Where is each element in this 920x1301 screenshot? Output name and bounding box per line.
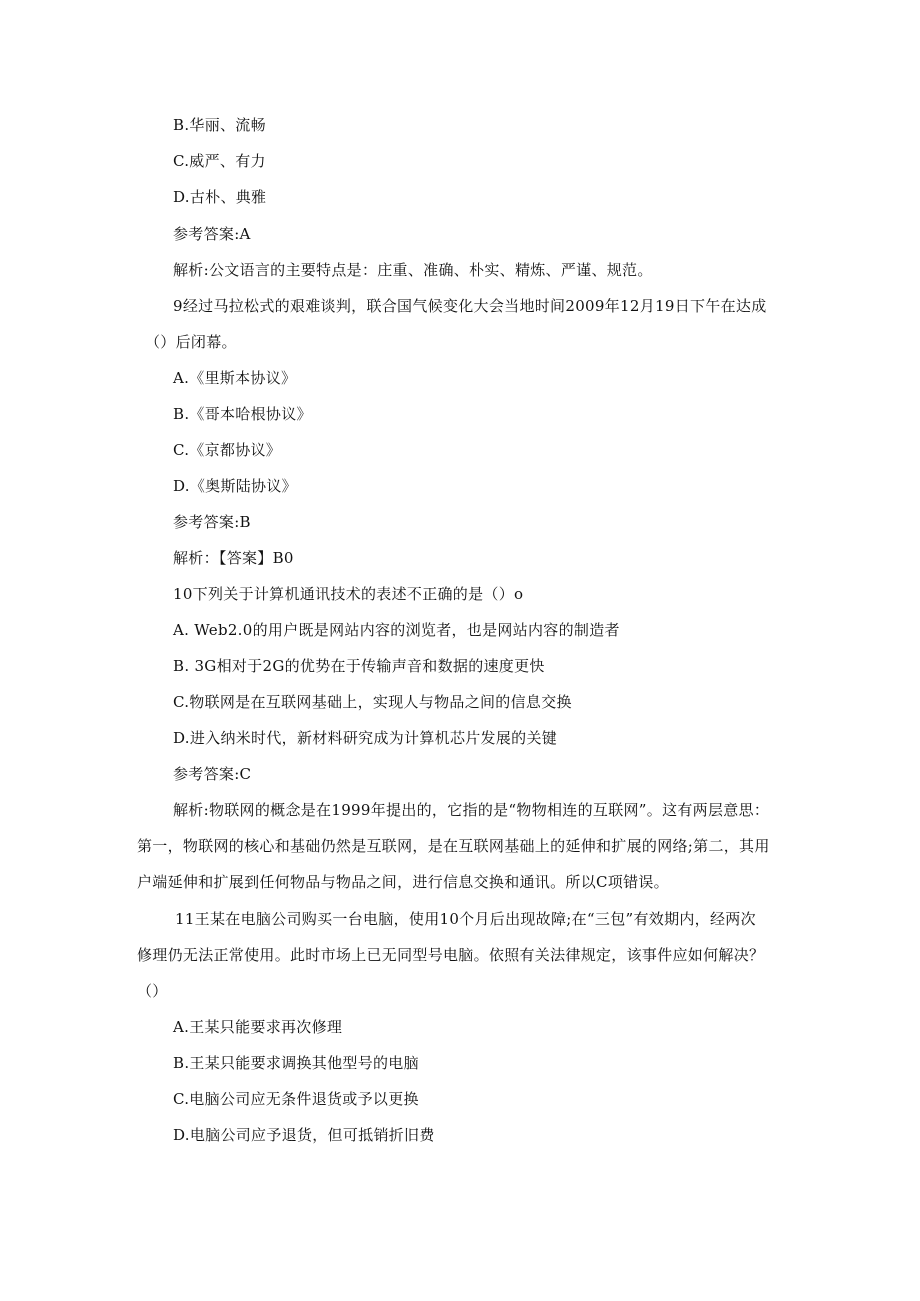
q9-option-b: B.《哥本哈根协议》 (173, 405, 312, 423)
q8-option-c: C.威严、有力 (173, 152, 266, 170)
q11-question-line2: 修理仍无法正常使用。此时市场上已无同型号电脑。依照有关法律规定，该事件应如何解决？ (137, 946, 765, 964)
q9-option-a: A.《里斯本协议》 (173, 369, 297, 387)
q9-question-line2: （）后闭幕。 (145, 333, 237, 351)
q11-option-d: D.电脑公司应予退货，但可抵销折旧费 (173, 1126, 435, 1144)
q11-question-line3: （） (137, 982, 168, 1000)
q11-option-c: C.电脑公司应无条件退货或予以更换 (173, 1090, 419, 1108)
q11-option-a: A.王某只能要求再次修理 (173, 1018, 343, 1036)
q11-option-b: B.王某只能要求调换其他型号的电脑 (173, 1054, 419, 1072)
q8-answer: 参考答案:A (173, 225, 251, 243)
q9-question-line1: 9经过马拉松式的艰难谈判，联合国气候变化大会当地时间2009年12月19日下午在达成 (173, 297, 767, 315)
q8-option-b: B.华丽、流畅 (173, 116, 266, 134)
q9-answer: 参考答案:B (173, 513, 251, 531)
q10-question: 10下列关于计算机通讯技术的表述不正确的是（）o (173, 585, 524, 603)
q10-analysis-line3: 户端延伸和扩展到任何物品与物品之间，进行信息交换和通讯。所以C项错误。 (137, 873, 669, 891)
q11-question-line1: 11王某在电脑公司购买一台电脑，使用10个月后出现故障;在“三包”有效期内，经两次 (175, 910, 756, 928)
q10-option-a: A. Web2.0的用户既是网站内容的浏览者，也是网站内容的制造者 (173, 621, 620, 639)
q10-analysis-line1: 解析:物联网的概念是在1999年提出的，它指的是“物物相连的互联网”。这有两层意思： (173, 801, 770, 819)
q8-option-d: D.古朴、典雅 (173, 188, 267, 206)
q10-option-c: C.物联网是在互联网基础上，实现人与物品之间的信息交换 (173, 693, 572, 711)
q10-analysis-line2: 第一，物联网的核心和基础仍然是互联网，是在互联网基础上的延伸和扩展的网络;第二，其用 (137, 837, 770, 855)
q8-analysis: 解析:公文语言的主要特点是：庄重、准确、朴实、精炼、严谨、规范。 (173, 261, 653, 279)
q10-option-b: B. 3G相对于2G的优势在于传输声音和数据的速度更快 (173, 657, 545, 675)
q10-option-d: D.进入纳米时代，新材料研究成为计算机芯片发展的关键 (173, 729, 558, 747)
q9-option-c: C.《京都协议》 (173, 441, 282, 459)
q9-option-d: D.《奥斯陆协议》 (173, 477, 297, 495)
q9-analysis: 解析：【答案】B0 (173, 549, 294, 567)
q10-answer: 参考答案:C (173, 765, 252, 783)
